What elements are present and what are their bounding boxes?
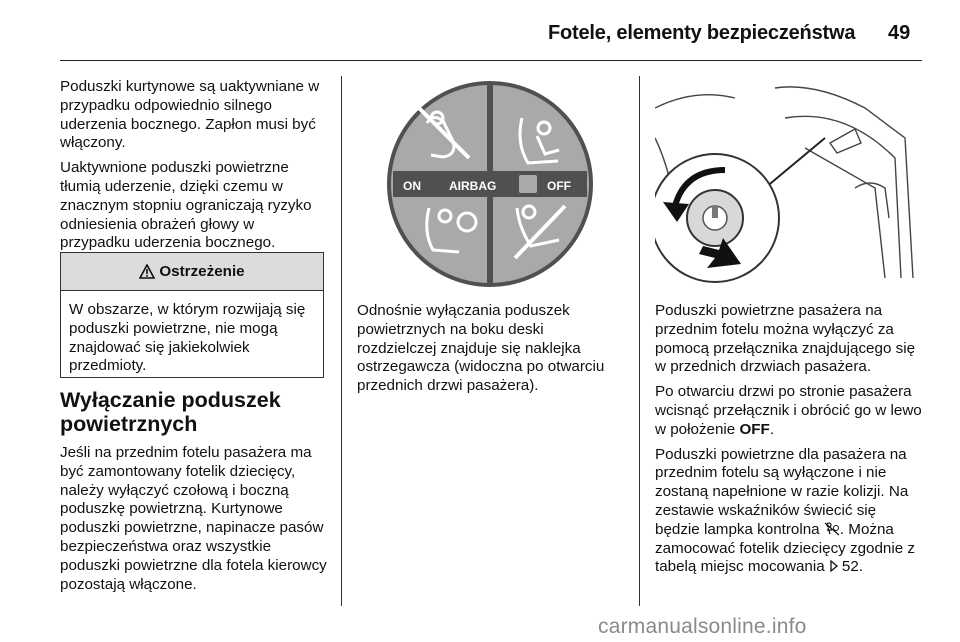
deactivated-text-end: . Można zamocować fotelik dziecięcy zgodnie z tabelą miejsc mocowania <box>655 520 915 576</box>
paragraph-curtain-airbags: Poduszki kurtynowe są uaktywniane w przypadku odpowiednio silnego uderzenia bocznego. Zapłon musi być włączony. <box>60 78 320 152</box>
page-title: Fotele, elementy bezpieczeństwa <box>548 22 856 44</box>
page-reference-arrow-icon <box>829 560 839 572</box>
paragraph-airbag-effect: Uaktywnione poduszki powietrzne tłumią uderzenie, dzięki czemu w znacznym stopniu ograniczają ryzyko odniesienia obrażeń głowy w przypadku uderzenia bocznego. <box>60 159 312 252</box>
column-2-text <box>357 302 627 402</box>
door-switch-figure <box>655 78 921 290</box>
warning-box <box>60 252 324 378</box>
sticker-label-off: OFF <box>547 179 571 193</box>
deactivated-text: Poduszki powietrzne dla pasażera na przednim fotelu są wyłączone i nie zostaną napełnione w razie kolizji. Na zestawie wskaźników świecić się będzie lampka kontrolna <box>655 445 909 538</box>
warning-triangle-icon <box>139 264 155 279</box>
procedure-text: Po otwarciu drzwi po stronie pasażera wcisnąć przełącznik i obrócić go w lewo w położenie <box>655 383 922 438</box>
page-reference-number[interactable]: 52. <box>841 558 864 576</box>
paragraph-deactivated <box>655 446 925 578</box>
watermark: carmanualsonline.info <box>598 615 807 638</box>
column-1-deactivation <box>60 444 332 600</box>
section-title: Wyłączanie poduszek powietrznych <box>60 388 281 436</box>
column-3-text <box>655 302 925 583</box>
sticker-label-airbag: AIRBAG <box>449 179 497 193</box>
column-divider-2 <box>639 76 640 606</box>
procedure-end: . <box>769 420 775 438</box>
page-number: 49 <box>888 22 911 44</box>
off-position-label: OFF <box>739 420 770 438</box>
column-1-intro <box>60 78 328 259</box>
sticker-label-on: ON <box>403 179 421 193</box>
paragraph-switch-location: Poduszki powietrzne pasażera na przednim fotelu można wyłączyć za pomocą przełącznika znajdującego się w przednich drzwiach pasażera. <box>655 302 916 376</box>
paragraph-switch-procedure <box>655 383 925 439</box>
airbag-off-lamp-icon <box>824 522 840 536</box>
column-divider-1 <box>341 76 342 606</box>
warning-title: Ostrzeżenie <box>159 263 245 280</box>
warning-text: W obszarze, w którym rozwijają się poduszki powietrzne, nie mogą znajdować się jakiekolwiek przedmioty. <box>69 301 306 375</box>
warning-header <box>61 253 323 291</box>
paragraph-child-seat: Jeśli na przednim fotelu pasażera ma być zamontowany fotelik dziecięcy, należy wyłączyć czołową i boczną poduszkę powietrzną. Kurtynowe poduszki powietrzne, napinacze pasów bezpieczeństwa oraz wszystkie poduszki powietrzne dla fotela kierowcy pozostają włączone. <box>60 444 327 593</box>
header-divider <box>60 60 922 61</box>
airbag-sticker-figure <box>357 78 623 290</box>
paragraph-sticker: Odnośnie wyłączania poduszek powietrznych na boku deski rozdzielczej znajduje się naklejka ostrzegawcza (widoczna po otwarciu przednich drzwi pasażera). <box>357 302 605 395</box>
